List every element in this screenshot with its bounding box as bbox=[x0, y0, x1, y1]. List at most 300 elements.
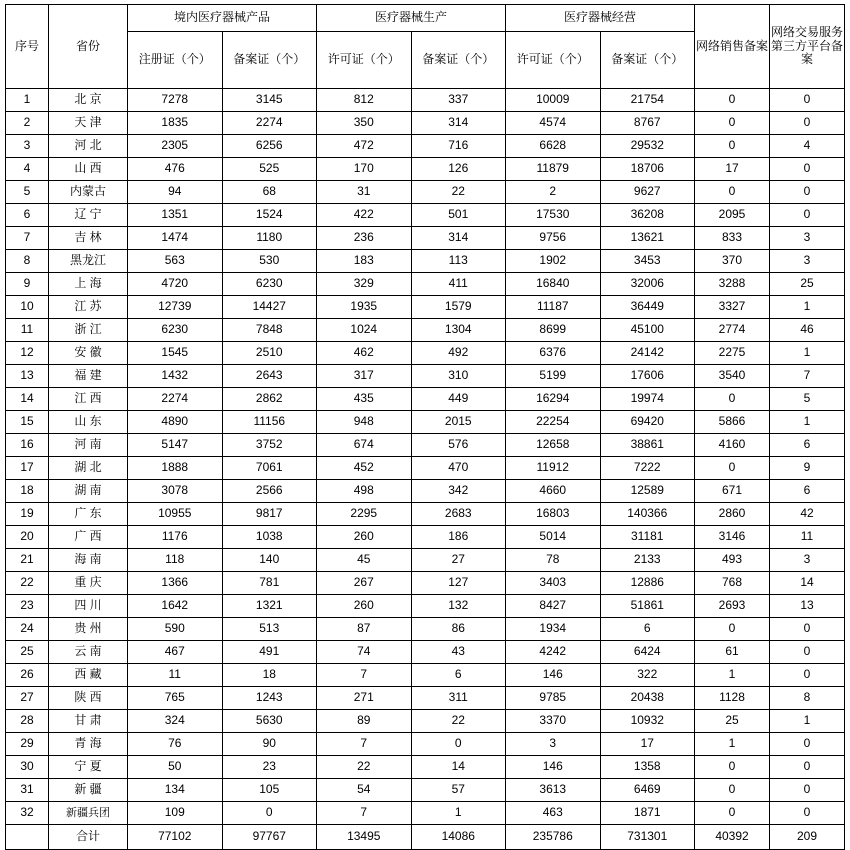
table-row bbox=[6, 687, 845, 710]
cell-production-filing: 314 bbox=[411, 227, 506, 250]
cell-production-license: 87 bbox=[317, 618, 412, 641]
row-no: 3 bbox=[6, 135, 49, 158]
cell-registration-certificate: 1474 bbox=[128, 227, 223, 250]
table-row bbox=[6, 112, 845, 135]
cell-online-sales-filing: 370 bbox=[695, 250, 770, 273]
cell-registration-certificate: 1351 bbox=[128, 204, 223, 227]
row-no: 11 bbox=[6, 319, 49, 342]
total-empty-no bbox=[6, 825, 49, 850]
cell-product-filing-certificate: 7848 bbox=[222, 319, 317, 342]
cell-online-sales-filing: 0 bbox=[695, 779, 770, 802]
row-province: 山 西 bbox=[49, 158, 128, 181]
table-header bbox=[6, 5, 845, 89]
cell-production-filing: 310 bbox=[411, 365, 506, 388]
cell-online-sales-filing: 0 bbox=[695, 618, 770, 641]
cell-production-license: 435 bbox=[317, 388, 412, 411]
cell-product-filing-certificate: 14427 bbox=[222, 296, 317, 319]
table-row bbox=[6, 802, 845, 825]
cell-production-license: 812 bbox=[317, 89, 412, 112]
cell-registration-certificate: 476 bbox=[128, 158, 223, 181]
cell-online-sales-filing: 671 bbox=[695, 480, 770, 503]
table-row bbox=[6, 595, 845, 618]
cell-distribution-license: 10009 bbox=[506, 89, 601, 112]
cell-distribution-filing: 17606 bbox=[600, 365, 695, 388]
table-row bbox=[6, 733, 845, 756]
cell-distribution-license: 3 bbox=[506, 733, 601, 756]
row-province: 新疆兵团 bbox=[49, 802, 128, 825]
row-no: 31 bbox=[6, 779, 49, 802]
header-group-domestic-products: 境内医疗器械产品 bbox=[128, 5, 317, 32]
table-row bbox=[6, 342, 845, 365]
cell-production-license: 7 bbox=[317, 733, 412, 756]
cell-distribution-license: 16294 bbox=[506, 388, 601, 411]
cell-product-filing-certificate: 1243 bbox=[222, 687, 317, 710]
cell-online-sales-filing: 0 bbox=[695, 388, 770, 411]
header-sub-product-filing-certificate: 备案证（个） bbox=[222, 32, 317, 89]
cell-distribution-license: 5014 bbox=[506, 526, 601, 549]
total-production-filing: 14086 bbox=[411, 825, 506, 850]
cell-product-filing-certificate: 6230 bbox=[222, 273, 317, 296]
cell-online-sales-filing: 1 bbox=[695, 664, 770, 687]
cell-registration-certificate: 1888 bbox=[128, 457, 223, 480]
cell-distribution-license: 6376 bbox=[506, 342, 601, 365]
cell-registration-certificate: 109 bbox=[128, 802, 223, 825]
table-row bbox=[6, 227, 845, 250]
cell-third-party-platform-filing: 5 bbox=[770, 388, 845, 411]
cell-registration-certificate: 1176 bbox=[128, 526, 223, 549]
row-province: 江 西 bbox=[49, 388, 128, 411]
header-sub-production-filing: 备案证（个） bbox=[411, 32, 506, 89]
cell-third-party-platform-filing: 0 bbox=[770, 112, 845, 135]
cell-product-filing-certificate: 491 bbox=[222, 641, 317, 664]
cell-online-sales-filing: 493 bbox=[695, 549, 770, 572]
row-province: 云 南 bbox=[49, 641, 128, 664]
row-no: 26 bbox=[6, 664, 49, 687]
cell-production-license: 2295 bbox=[317, 503, 412, 526]
table-row bbox=[6, 641, 845, 664]
cell-production-license: 498 bbox=[317, 480, 412, 503]
table-row bbox=[6, 549, 845, 572]
cell-online-sales-filing: 2275 bbox=[695, 342, 770, 365]
cell-distribution-license: 1934 bbox=[506, 618, 601, 641]
cell-registration-certificate: 94 bbox=[128, 181, 223, 204]
header-sub-distribution-filing: 备案证（个） bbox=[600, 32, 695, 89]
total-production-license: 13495 bbox=[317, 825, 412, 850]
cell-production-filing: 342 bbox=[411, 480, 506, 503]
cell-distribution-filing: 21754 bbox=[600, 89, 695, 112]
cell-production-filing: 113 bbox=[411, 250, 506, 273]
cell-production-filing: 1579 bbox=[411, 296, 506, 319]
row-province: 青 海 bbox=[49, 733, 128, 756]
cell-registration-certificate: 324 bbox=[128, 710, 223, 733]
cell-registration-certificate: 590 bbox=[128, 618, 223, 641]
cell-online-sales-filing: 4160 bbox=[695, 434, 770, 457]
cell-registration-certificate: 467 bbox=[128, 641, 223, 664]
cell-product-filing-certificate: 140 bbox=[222, 549, 317, 572]
cell-distribution-filing: 38861 bbox=[600, 434, 695, 457]
cell-production-license: 422 bbox=[317, 204, 412, 227]
cell-registration-certificate: 1366 bbox=[128, 572, 223, 595]
table-row bbox=[6, 434, 845, 457]
row-no: 19 bbox=[6, 503, 49, 526]
row-no: 16 bbox=[6, 434, 49, 457]
cell-online-sales-filing: 1 bbox=[695, 733, 770, 756]
cell-online-sales-filing: 0 bbox=[695, 135, 770, 158]
cell-distribution-filing: 24142 bbox=[600, 342, 695, 365]
cell-distribution-license: 4574 bbox=[506, 112, 601, 135]
cell-production-license: 271 bbox=[317, 687, 412, 710]
row-no: 23 bbox=[6, 595, 49, 618]
cell-production-filing: 22 bbox=[411, 710, 506, 733]
cell-registration-certificate: 4890 bbox=[128, 411, 223, 434]
cell-distribution-license: 146 bbox=[506, 756, 601, 779]
cell-production-license: 317 bbox=[317, 365, 412, 388]
row-province: 浙 江 bbox=[49, 319, 128, 342]
row-province: 山 东 bbox=[49, 411, 128, 434]
cell-production-license: 22 bbox=[317, 756, 412, 779]
cell-production-license: 74 bbox=[317, 641, 412, 664]
cell-product-filing-certificate: 68 bbox=[222, 181, 317, 204]
row-no: 13 bbox=[6, 365, 49, 388]
cell-distribution-filing: 6469 bbox=[600, 779, 695, 802]
cell-distribution-license: 1902 bbox=[506, 250, 601, 273]
cell-registration-certificate: 2274 bbox=[128, 388, 223, 411]
cell-distribution-filing: 69420 bbox=[600, 411, 695, 434]
cell-distribution-license: 146 bbox=[506, 664, 601, 687]
row-no: 32 bbox=[6, 802, 49, 825]
cell-registration-certificate: 1545 bbox=[128, 342, 223, 365]
cell-production-license: 329 bbox=[317, 273, 412, 296]
header-sub-production-license: 许可证（个） bbox=[317, 32, 412, 89]
cell-production-filing: 716 bbox=[411, 135, 506, 158]
cell-distribution-filing: 31181 bbox=[600, 526, 695, 549]
row-no: 17 bbox=[6, 457, 49, 480]
cell-distribution-license: 3403 bbox=[506, 572, 601, 595]
table-row bbox=[6, 572, 845, 595]
cell-distribution-license: 8427 bbox=[506, 595, 601, 618]
cell-production-license: 170 bbox=[317, 158, 412, 181]
cell-distribution-filing: 1358 bbox=[600, 756, 695, 779]
cell-distribution-license: 11912 bbox=[506, 457, 601, 480]
row-no: 25 bbox=[6, 641, 49, 664]
header-province: 省份 bbox=[49, 5, 128, 89]
cell-registration-certificate: 118 bbox=[128, 549, 223, 572]
cell-distribution-license: 17530 bbox=[506, 204, 601, 227]
cell-third-party-platform-filing: 6 bbox=[770, 434, 845, 457]
cell-product-filing-certificate: 7061 bbox=[222, 457, 317, 480]
row-no: 27 bbox=[6, 687, 49, 710]
cell-product-filing-certificate: 1524 bbox=[222, 204, 317, 227]
row-province: 上 海 bbox=[49, 273, 128, 296]
table-row bbox=[6, 618, 845, 641]
table-row bbox=[6, 181, 845, 204]
cell-distribution-filing: 6 bbox=[600, 618, 695, 641]
cell-production-license: 183 bbox=[317, 250, 412, 273]
row-no: 30 bbox=[6, 756, 49, 779]
cell-distribution-filing: 18706 bbox=[600, 158, 695, 181]
row-province: 安 徽 bbox=[49, 342, 128, 365]
row-no: 29 bbox=[6, 733, 49, 756]
cell-distribution-filing: 36208 bbox=[600, 204, 695, 227]
cell-product-filing-certificate: 23 bbox=[222, 756, 317, 779]
cell-online-sales-filing: 0 bbox=[695, 112, 770, 135]
cell-third-party-platform-filing: 0 bbox=[770, 779, 845, 802]
cell-distribution-filing: 12886 bbox=[600, 572, 695, 595]
cell-product-filing-certificate: 5630 bbox=[222, 710, 317, 733]
cell-distribution-filing: 10932 bbox=[600, 710, 695, 733]
cell-online-sales-filing: 3540 bbox=[695, 365, 770, 388]
table-row bbox=[6, 503, 845, 526]
cell-distribution-license: 22254 bbox=[506, 411, 601, 434]
cell-product-filing-certificate: 2274 bbox=[222, 112, 317, 135]
total-third-party-platform-filing: 209 bbox=[770, 825, 845, 850]
cell-third-party-platform-filing: 25 bbox=[770, 273, 845, 296]
cell-production-filing: 43 bbox=[411, 641, 506, 664]
cell-production-filing: 311 bbox=[411, 687, 506, 710]
row-no: 9 bbox=[6, 273, 49, 296]
cell-production-license: 1024 bbox=[317, 319, 412, 342]
cell-distribution-filing: 51861 bbox=[600, 595, 695, 618]
cell-third-party-platform-filing: 1 bbox=[770, 296, 845, 319]
cell-production-filing: 186 bbox=[411, 526, 506, 549]
cell-production-license: 260 bbox=[317, 595, 412, 618]
cell-distribution-filing: 1871 bbox=[600, 802, 695, 825]
cell-distribution-license: 2 bbox=[506, 181, 601, 204]
table-row bbox=[6, 273, 845, 296]
table-row bbox=[6, 526, 845, 549]
cell-online-sales-filing: 0 bbox=[695, 181, 770, 204]
cell-product-filing-certificate: 3752 bbox=[222, 434, 317, 457]
cell-production-license: 7 bbox=[317, 664, 412, 687]
row-no: 22 bbox=[6, 572, 49, 595]
row-no: 6 bbox=[6, 204, 49, 227]
row-province: 海 南 bbox=[49, 549, 128, 572]
cell-registration-certificate: 765 bbox=[128, 687, 223, 710]
row-no: 14 bbox=[6, 388, 49, 411]
cell-registration-certificate: 134 bbox=[128, 779, 223, 802]
cell-third-party-platform-filing: 3 bbox=[770, 227, 845, 250]
header-third-party-platform-filing: 网络交易服务第三方平台备案 bbox=[770, 5, 845, 89]
cell-production-filing: 132 bbox=[411, 595, 506, 618]
row-province: 河 南 bbox=[49, 434, 128, 457]
cell-production-license: 472 bbox=[317, 135, 412, 158]
cell-third-party-platform-filing: 0 bbox=[770, 664, 845, 687]
row-no: 28 bbox=[6, 710, 49, 733]
cell-third-party-platform-filing: 46 bbox=[770, 319, 845, 342]
row-province: 西 藏 bbox=[49, 664, 128, 687]
total-product-filing-certificate: 97767 bbox=[222, 825, 317, 850]
total-distribution-filing: 731301 bbox=[600, 825, 695, 850]
cell-distribution-license: 4660 bbox=[506, 480, 601, 503]
table-body bbox=[6, 89, 845, 825]
row-province: 河 北 bbox=[49, 135, 128, 158]
table-row bbox=[6, 388, 845, 411]
cell-registration-certificate: 2305 bbox=[128, 135, 223, 158]
cell-product-filing-certificate: 105 bbox=[222, 779, 317, 802]
cell-distribution-license: 4242 bbox=[506, 641, 601, 664]
cell-distribution-license: 3370 bbox=[506, 710, 601, 733]
cell-product-filing-certificate: 1038 bbox=[222, 526, 317, 549]
row-no: 2 bbox=[6, 112, 49, 135]
cell-third-party-platform-filing: 0 bbox=[770, 618, 845, 641]
cell-product-filing-certificate: 3145 bbox=[222, 89, 317, 112]
cell-third-party-platform-filing: 0 bbox=[770, 89, 845, 112]
row-no: 20 bbox=[6, 526, 49, 549]
row-province: 湖 南 bbox=[49, 480, 128, 503]
table-row bbox=[6, 89, 845, 112]
cell-distribution-filing: 19974 bbox=[600, 388, 695, 411]
cell-distribution-license: 16803 bbox=[506, 503, 601, 526]
total-distribution-license: 235786 bbox=[506, 825, 601, 850]
row-province: 北 京 bbox=[49, 89, 128, 112]
cell-production-license: 452 bbox=[317, 457, 412, 480]
cell-distribution-filing: 8767 bbox=[600, 112, 695, 135]
cell-production-filing: 576 bbox=[411, 434, 506, 457]
cell-product-filing-certificate: 530 bbox=[222, 250, 317, 273]
cell-distribution-filing: 140366 bbox=[600, 503, 695, 526]
cell-distribution-filing: 12589 bbox=[600, 480, 695, 503]
row-province: 广 西 bbox=[49, 526, 128, 549]
cell-distribution-filing: 9627 bbox=[600, 181, 695, 204]
cell-production-filing: 470 bbox=[411, 457, 506, 480]
cell-online-sales-filing: 2693 bbox=[695, 595, 770, 618]
cell-production-filing: 449 bbox=[411, 388, 506, 411]
cell-third-party-platform-filing: 0 bbox=[770, 641, 845, 664]
row-province: 四 川 bbox=[49, 595, 128, 618]
cell-distribution-filing: 2133 bbox=[600, 549, 695, 572]
cell-production-license: 1935 bbox=[317, 296, 412, 319]
cell-production-filing: 314 bbox=[411, 112, 506, 135]
medical-device-statistics-table bbox=[5, 4, 845, 850]
table-row bbox=[6, 296, 845, 319]
header-sub-distribution-license: 许可证（个） bbox=[506, 32, 601, 89]
cell-online-sales-filing: 768 bbox=[695, 572, 770, 595]
cell-production-license: 260 bbox=[317, 526, 412, 549]
cell-registration-certificate: 7278 bbox=[128, 89, 223, 112]
cell-distribution-filing: 13621 bbox=[600, 227, 695, 250]
total-row bbox=[6, 825, 845, 850]
cell-online-sales-filing: 61 bbox=[695, 641, 770, 664]
row-province: 黑龙江 bbox=[49, 250, 128, 273]
cell-production-filing: 492 bbox=[411, 342, 506, 365]
row-no: 18 bbox=[6, 480, 49, 503]
cell-product-filing-certificate: 6256 bbox=[222, 135, 317, 158]
cell-distribution-license: 78 bbox=[506, 549, 601, 572]
cell-product-filing-certificate: 90 bbox=[222, 733, 317, 756]
cell-registration-certificate: 11 bbox=[128, 664, 223, 687]
cell-distribution-filing: 20438 bbox=[600, 687, 695, 710]
cell-registration-certificate: 1835 bbox=[128, 112, 223, 135]
table-row bbox=[6, 319, 845, 342]
cell-product-filing-certificate: 2566 bbox=[222, 480, 317, 503]
table-row bbox=[6, 710, 845, 733]
row-province: 重 庆 bbox=[49, 572, 128, 595]
row-province: 甘 肃 bbox=[49, 710, 128, 733]
table-row bbox=[6, 365, 845, 388]
row-province: 内蒙古 bbox=[49, 181, 128, 204]
cell-online-sales-filing: 17 bbox=[695, 158, 770, 181]
cell-third-party-platform-filing: 11 bbox=[770, 526, 845, 549]
row-no: 4 bbox=[6, 158, 49, 181]
row-no: 5 bbox=[6, 181, 49, 204]
cell-distribution-license: 11879 bbox=[506, 158, 601, 181]
cell-distribution-filing: 45100 bbox=[600, 319, 695, 342]
cell-online-sales-filing: 2860 bbox=[695, 503, 770, 526]
cell-distribution-filing: 3453 bbox=[600, 250, 695, 273]
cell-distribution-filing: 322 bbox=[600, 664, 695, 687]
cell-third-party-platform-filing: 13 bbox=[770, 595, 845, 618]
cell-production-filing: 0 bbox=[411, 733, 506, 756]
table-row bbox=[6, 135, 845, 158]
header-row-groups bbox=[6, 5, 845, 32]
cell-distribution-license: 9756 bbox=[506, 227, 601, 250]
cell-registration-certificate: 4720 bbox=[128, 273, 223, 296]
cell-distribution-license: 16840 bbox=[506, 273, 601, 296]
cell-product-filing-certificate: 2643 bbox=[222, 365, 317, 388]
row-no: 21 bbox=[6, 549, 49, 572]
cell-distribution-license: 12658 bbox=[506, 434, 601, 457]
cell-third-party-platform-filing: 4 bbox=[770, 135, 845, 158]
row-province: 宁 夏 bbox=[49, 756, 128, 779]
table-row bbox=[6, 756, 845, 779]
header-group-distribution: 医疗器械经营 bbox=[506, 5, 695, 32]
table-row bbox=[6, 664, 845, 687]
table-row bbox=[6, 204, 845, 227]
cell-distribution-license: 463 bbox=[506, 802, 601, 825]
cell-product-filing-certificate: 1321 bbox=[222, 595, 317, 618]
row-no: 12 bbox=[6, 342, 49, 365]
cell-production-license: 267 bbox=[317, 572, 412, 595]
cell-registration-certificate: 50 bbox=[128, 756, 223, 779]
cell-distribution-license: 11187 bbox=[506, 296, 601, 319]
cell-registration-certificate: 3078 bbox=[128, 480, 223, 503]
row-province: 贵 州 bbox=[49, 618, 128, 641]
table-row bbox=[6, 457, 845, 480]
cell-production-filing: 411 bbox=[411, 273, 506, 296]
total-label: 合计 bbox=[49, 825, 128, 850]
cell-production-filing: 14 bbox=[411, 756, 506, 779]
cell-online-sales-filing: 5866 bbox=[695, 411, 770, 434]
table-row bbox=[6, 250, 845, 273]
cell-production-license: 236 bbox=[317, 227, 412, 250]
table-row bbox=[6, 158, 845, 181]
cell-production-license: 674 bbox=[317, 434, 412, 457]
row-province: 陕 西 bbox=[49, 687, 128, 710]
cell-product-filing-certificate: 2510 bbox=[222, 342, 317, 365]
row-province: 湖 北 bbox=[49, 457, 128, 480]
cell-third-party-platform-filing: 0 bbox=[770, 733, 845, 756]
cell-third-party-platform-filing: 7 bbox=[770, 365, 845, 388]
cell-distribution-filing: 32006 bbox=[600, 273, 695, 296]
cell-production-filing: 2015 bbox=[411, 411, 506, 434]
cell-registration-certificate: 1432 bbox=[128, 365, 223, 388]
row-no: 24 bbox=[6, 618, 49, 641]
header-online-sales-filing: 网络销售备案 bbox=[695, 5, 770, 89]
cell-production-filing: 501 bbox=[411, 204, 506, 227]
row-province: 江 苏 bbox=[49, 296, 128, 319]
cell-production-license: 54 bbox=[317, 779, 412, 802]
cell-distribution-filing: 7222 bbox=[600, 457, 695, 480]
row-no: 1 bbox=[6, 89, 49, 112]
cell-production-filing: 1 bbox=[411, 802, 506, 825]
cell-distribution-filing: 6424 bbox=[600, 641, 695, 664]
row-province: 辽 宁 bbox=[49, 204, 128, 227]
cell-registration-certificate: 10955 bbox=[128, 503, 223, 526]
cell-production-filing: 22 bbox=[411, 181, 506, 204]
cell-production-filing: 27 bbox=[411, 549, 506, 572]
cell-production-license: 350 bbox=[317, 112, 412, 135]
cell-registration-certificate: 6230 bbox=[128, 319, 223, 342]
